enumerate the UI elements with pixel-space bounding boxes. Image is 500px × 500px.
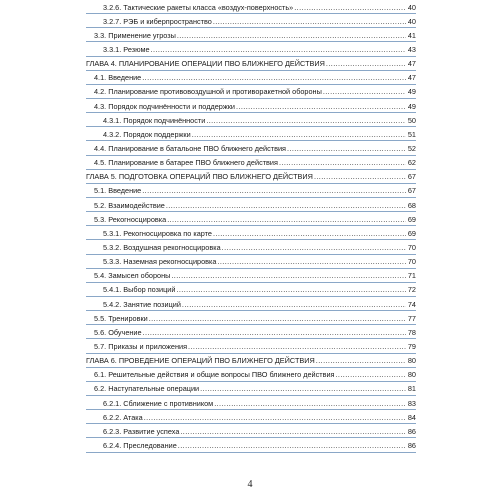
toc-entry-page: 78 bbox=[407, 327, 416, 337]
toc-leader-dots bbox=[213, 229, 406, 238]
toc-entry-page: 40 bbox=[407, 16, 416, 26]
toc-leader-dots bbox=[336, 370, 407, 379]
toc-leader-dots bbox=[176, 285, 406, 294]
toc-leader-dots bbox=[326, 59, 406, 68]
toc-leader-dots bbox=[323, 87, 406, 96]
toc-entry-title: 4.5. Планирование в батарее ПВО ближнего действия bbox=[94, 158, 278, 168]
toc-entry-page: 67 bbox=[407, 186, 416, 196]
toc-leader-dots bbox=[222, 243, 406, 252]
toc-leader-dots bbox=[314, 172, 406, 181]
toc-entry[interactable] bbox=[86, 311, 416, 325]
toc-entry[interactable] bbox=[86, 156, 416, 170]
toc-entry-page: 79 bbox=[407, 342, 416, 352]
toc-entry-title: ГЛАВА 4. ПЛАНИРОВАНИЕ ОПЕРАЦИИ ПВО БЛИЖНЕГО ДЕЙСТВИЯ bbox=[86, 59, 325, 69]
toc-entry-page: 77 bbox=[407, 313, 416, 323]
toc-entry[interactable] bbox=[86, 71, 416, 85]
toc-entry-page: 74 bbox=[407, 299, 416, 309]
toc-entry-title: 5.4. Замысел обороны bbox=[94, 271, 171, 281]
toc-entry-page: 84 bbox=[407, 412, 416, 422]
toc-entry[interactable] bbox=[86, 42, 416, 56]
toc-entry-title: ГЛАВА 5. ПОДГОТОВКА ОПЕРАЦИЙ ПВО БЛИЖНЕГО ДЕЙСТВИЯ bbox=[86, 172, 313, 182]
toc-leader-dots bbox=[217, 257, 406, 266]
toc-entry-page: 47 bbox=[407, 59, 416, 69]
toc-leader-dots bbox=[287, 144, 406, 153]
toc-entry[interactable] bbox=[86, 354, 416, 368]
toc-entry[interactable] bbox=[86, 410, 416, 424]
toc-entry[interactable] bbox=[86, 368, 416, 382]
toc-entry-page: 50 bbox=[407, 115, 416, 125]
toc-entry-title: 6.2.2. Атака bbox=[103, 412, 143, 422]
toc-entry-title: 5.3.2. Воздушная рекогносцировка bbox=[103, 243, 221, 253]
toc-entry-title: 5.2. Взаимодействие bbox=[94, 200, 165, 210]
toc-leader-dots bbox=[213, 17, 406, 26]
toc-entry-title: 6.2.4. Преследование bbox=[103, 441, 177, 450]
toc-entry-page: 62 bbox=[407, 158, 416, 168]
toc-entry-title: 5.1. Введение bbox=[94, 186, 142, 196]
toc-entry-page: 52 bbox=[407, 144, 416, 154]
toc-leader-dots bbox=[316, 356, 406, 365]
toc-entry[interactable] bbox=[86, 113, 416, 127]
toc-entry-title: 6.2.1. Сближение с противником bbox=[103, 398, 214, 408]
toc-entry-title: 4.3. Порядок подчинённости и поддержки bbox=[94, 101, 235, 111]
toc-entry[interactable] bbox=[86, 141, 416, 155]
toc-entry-page: 70 bbox=[407, 257, 416, 267]
toc-entry[interactable] bbox=[86, 255, 416, 269]
toc-entry-page: 70 bbox=[407, 243, 416, 253]
toc-leader-dots bbox=[279, 158, 406, 167]
toc-leader-dots bbox=[180, 427, 406, 436]
toc-entry-page: 86 bbox=[407, 441, 416, 450]
toc-entry-title: 5.4.2. Занятие позиций bbox=[103, 299, 181, 309]
toc-entry[interactable] bbox=[86, 396, 416, 410]
toc-entry[interactable] bbox=[86, 85, 416, 99]
toc-leader-dots bbox=[166, 201, 406, 210]
toc-leader-dots bbox=[178, 441, 406, 450]
toc-leader-dots bbox=[236, 102, 406, 111]
toc-entry[interactable] bbox=[86, 14, 416, 28]
toc-entry[interactable] bbox=[86, 184, 416, 198]
toc-entry-title: 4.2. Планирование противовоздушной и противоракетной обороны bbox=[94, 87, 322, 97]
toc-leader-dots bbox=[167, 215, 406, 224]
toc-entry-title: 5.6. Обучение bbox=[94, 327, 142, 337]
toc-leader-dots bbox=[200, 384, 406, 393]
toc-entry-title: 5.3. Рекогносцировка bbox=[94, 214, 167, 224]
toc-entry-title: 3.3. Применение угрозы bbox=[94, 30, 176, 40]
toc-entry-title: 3.3.1. Резюме bbox=[103, 45, 150, 55]
toc-leader-dots bbox=[142, 73, 406, 82]
toc-entry-title: 4.3.1. Порядок подчинённости bbox=[103, 115, 206, 125]
toc-entry[interactable] bbox=[86, 339, 416, 353]
toc-entry-page: 68 bbox=[407, 200, 416, 210]
toc-entry[interactable] bbox=[86, 170, 416, 184]
toc-entry-title: 5.4.1. Выбор позиций bbox=[103, 285, 176, 295]
toc-entry[interactable] bbox=[86, 325, 416, 339]
toc-leader-dots bbox=[206, 116, 406, 125]
toc-leader-dots bbox=[192, 130, 406, 139]
toc-leader-dots bbox=[144, 413, 406, 422]
toc-entry-page: 49 bbox=[407, 101, 416, 111]
toc-leader-dots bbox=[214, 399, 406, 408]
toc-entry[interactable] bbox=[86, 212, 416, 226]
toc-entry-title: 5.3.1. Рекогносцировка по карте bbox=[103, 228, 212, 238]
table-of-contents bbox=[86, 0, 416, 453]
toc-leader-dots bbox=[171, 271, 406, 280]
toc-leader-dots bbox=[149, 314, 406, 323]
toc-entry-page: 69 bbox=[407, 228, 416, 238]
toc-entry[interactable] bbox=[86, 0, 416, 14]
toc-leader-dots bbox=[142, 186, 406, 195]
toc-leader-dots bbox=[182, 300, 406, 309]
toc-entry-page: 72 bbox=[407, 285, 416, 295]
toc-entry-title: 5.3.3. Наземная рекогносцировка bbox=[103, 257, 217, 267]
toc-entry[interactable] bbox=[86, 57, 416, 71]
toc-entry-page: 71 bbox=[407, 271, 416, 281]
toc-entry-title: 5.7. Приказы и приложения bbox=[94, 342, 188, 352]
toc-entry-page: 80 bbox=[407, 356, 416, 366]
toc-entry-title: 3.2.6. Тактические ракеты класса «воздух-поверхность» bbox=[103, 2, 294, 12]
toc-entry-page: 69 bbox=[407, 214, 416, 224]
toc-entry[interactable] bbox=[86, 438, 416, 452]
toc-entry[interactable] bbox=[86, 382, 416, 396]
toc-entry-title: 5.5. Тренировки bbox=[94, 313, 148, 323]
toc-entry-title: 6.1. Решительные действия и общие вопросы ПВО ближнего действия bbox=[94, 370, 335, 380]
toc-entry[interactable] bbox=[86, 424, 416, 438]
toc-entry-title: 6.2. Наступательные операции bbox=[94, 384, 200, 394]
toc-entry[interactable] bbox=[86, 283, 416, 297]
toc-entry-page: 49 bbox=[407, 87, 416, 97]
toc-entry-title: 6.2.3. Развитие успеха bbox=[103, 426, 180, 436]
toc-entry[interactable] bbox=[86, 127, 416, 141]
toc-entry-title: 4.4. Планирование в батальоне ПВО ближнего действия bbox=[94, 144, 286, 154]
toc-entry-title: 4.3.2. Порядок поддержки bbox=[103, 129, 191, 139]
toc-entry-title: 3.2.7. РЭБ и киберпространство bbox=[103, 16, 212, 26]
toc-leader-dots bbox=[188, 342, 406, 351]
toc-leader-dots bbox=[143, 328, 406, 337]
toc-leader-dots bbox=[177, 31, 406, 40]
toc-entry-page: 47 bbox=[407, 73, 416, 83]
toc-entry-page: 83 bbox=[407, 398, 416, 408]
toc-entry[interactable] bbox=[86, 240, 416, 254]
toc-leader-dots bbox=[151, 45, 406, 54]
toc-entry[interactable] bbox=[86, 269, 416, 283]
toc-entry[interactable] bbox=[86, 297, 416, 311]
toc-entry-title: ГЛАВА 6. ПРОВЕДЕНИЕ ОПЕРАЦИЙ ПВО БЛИЖНЕГО ДЕЙСТВИЯ bbox=[86, 356, 315, 366]
toc-entry-page: 43 bbox=[407, 45, 416, 55]
toc-entry-page: 41 bbox=[407, 30, 416, 40]
toc-entry[interactable] bbox=[86, 99, 416, 113]
toc-entry[interactable] bbox=[86, 28, 416, 42]
toc-entry-title: 4.1. Введение bbox=[94, 73, 142, 83]
toc-entry[interactable] bbox=[86, 226, 416, 240]
toc-entry-page: 86 bbox=[407, 426, 416, 436]
toc-entry-page: 51 bbox=[407, 129, 416, 139]
toc-entry-page: 67 bbox=[407, 172, 416, 182]
toc-entry[interactable] bbox=[86, 198, 416, 212]
toc-leader-dots bbox=[294, 3, 406, 12]
toc-entry-page: 81 bbox=[407, 384, 416, 394]
toc-entry-page: 40 bbox=[407, 2, 416, 12]
page-number: 4 bbox=[247, 479, 253, 490]
toc-entry-page: 80 bbox=[407, 370, 416, 380]
